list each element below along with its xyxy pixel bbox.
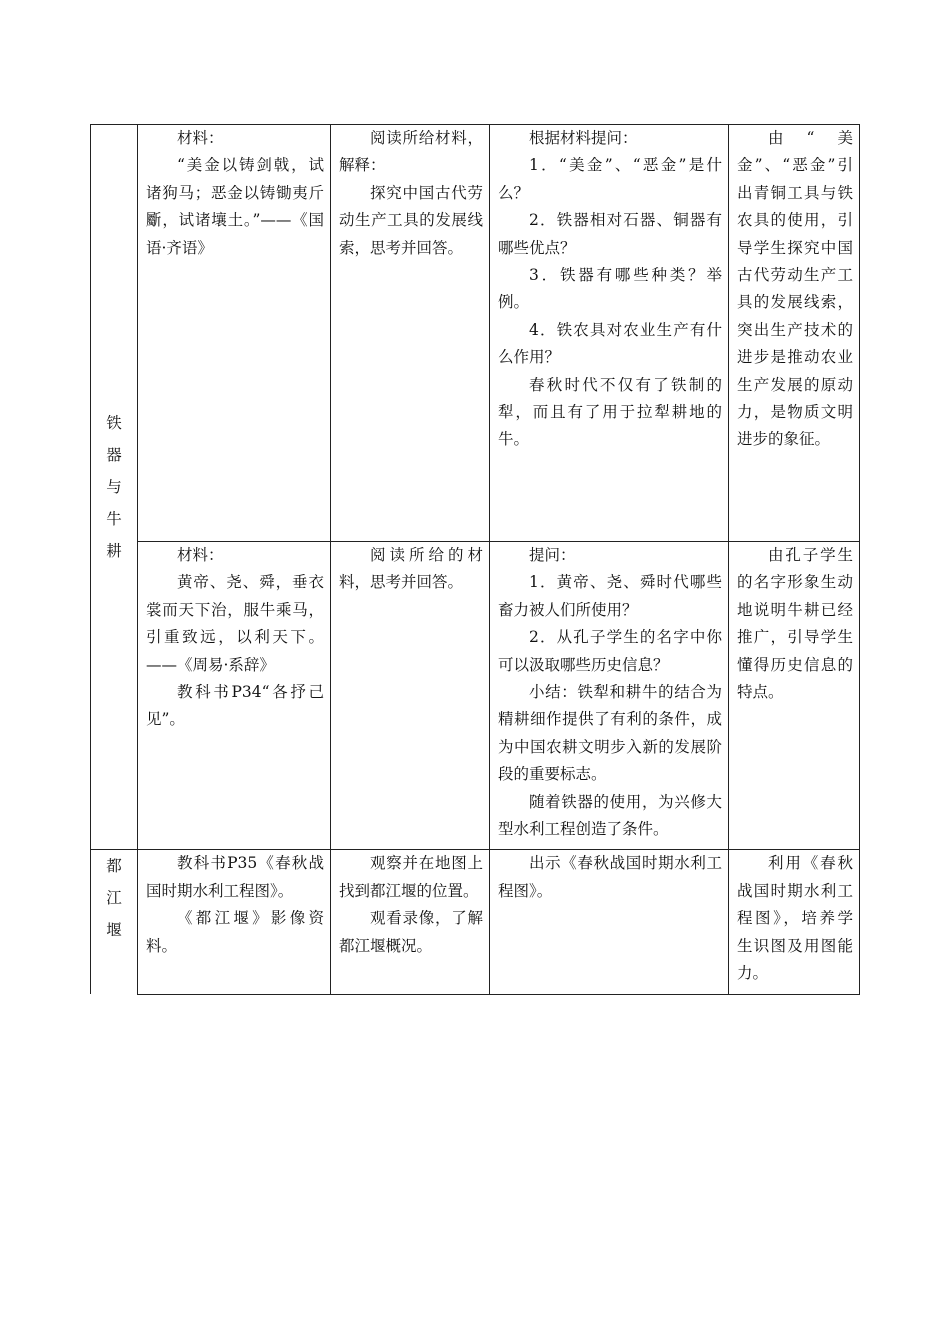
teacher-text: 1．“美金”、“恶金”是什么？ [498,156,722,202]
student-text: 阅读所给的材料，思考并回答。 [339,546,483,592]
teacher-text: 4．铁农具对农业生产有什么作用？ [498,320,722,367]
material-text: 黄帝、尧、舜，垂衣裳而天下治，服牛乘马，引重致远，以利天下。——《周易·系辞》 [146,573,324,674]
teacher-activity-cell [490,850,729,994]
student-text: 阅读所给材料，解释： [339,129,483,175]
student-text: 观看录像，了解都江堰概况。 [339,909,483,955]
student-text: 观察并在地图上找到都江堰的位置。 [339,854,483,900]
material-cell [138,125,331,542]
student-activity-cell [331,850,490,994]
intent-text: 由孔子学生的名字形象生动地说明牛耕已经推广，引导学生懂得历史信息的特点。 [737,546,853,702]
material-text: 教科书P35《春秋战国时期水利工程图》。 [146,854,324,900]
teacher-text: 2．从孔子学生的名字中你可以汲取哪些历史信息？ [498,628,722,674]
teacher-text: 出示《春秋战国时期水利工程图》。 [498,854,722,900]
teacher-text: 随着铁器的使用，为兴修大型水利工程创造了条件。 [498,792,722,839]
student-text: 探究中国古代劳动生产工具的发展线索，思考并回答。 [339,183,483,257]
teacher-activity-cell [490,542,729,850]
topic-label: 铁 器 与 牛 耕 [106,414,122,561]
intent-text: 由“美金”、“恶金”引出青铜工具与铁农具的使用，引导学生探究中国古代劳动生产工具的发展线索，突出生产技术的进步是推动农业生产发展的原动力，是物质文明进步的象征。 [737,129,853,449]
teacher-text: 2．铁器相对石器、铜器有哪些优点？ [498,211,722,257]
material-text: 材料： [177,129,224,147]
intent-text: 利用《春秋战国时期水利工程图》，培养学生识图及用图能力。 [737,854,853,983]
material-text: “美金以铸剑戟，试诸狗马；恶金以铸锄夷斤斸，试诸壤土。”——《国语·齐语》 [146,156,324,257]
teacher-activity-cell [490,125,729,542]
teacher-text: 3．铁器有哪些种类？举例。 [498,266,722,312]
table-row [91,542,860,850]
teacher-text: 提问： [529,546,576,564]
material-cell [138,850,331,994]
design-intent-cell [729,542,860,850]
student-activity-cell [331,542,490,850]
material-text: 《都江堰》影像资料。 [146,909,324,955]
topic-label: 都 江 堰 [106,857,122,940]
student-activity-cell [331,125,490,542]
teacher-text: 1．黄帝、尧、舜时代哪些畜力被人们所使用？ [498,573,722,619]
teacher-text: 根据材料提问： [529,129,638,147]
design-intent-cell [729,850,860,994]
topic-cell [91,125,138,850]
design-intent-cell [729,125,860,542]
teacher-text: 春秋时代不仅有了铁制的犁，而且有了用于拉犁耕地的牛。 [498,375,722,449]
table-row [91,850,860,994]
material-text: 教科书P34“各抒己见”。 [146,683,324,729]
table-row [91,125,860,542]
topic-cell [91,850,138,994]
teacher-text: 小结：铁犁和耕牛的结合为精耕细作提供了有利的条件，成为中国农耕文明步入新的发展阶段的重要标志。 [498,683,722,784]
material-cell [138,542,331,850]
material-text: 材料： [177,546,224,564]
lesson-plan-table [90,124,860,995]
